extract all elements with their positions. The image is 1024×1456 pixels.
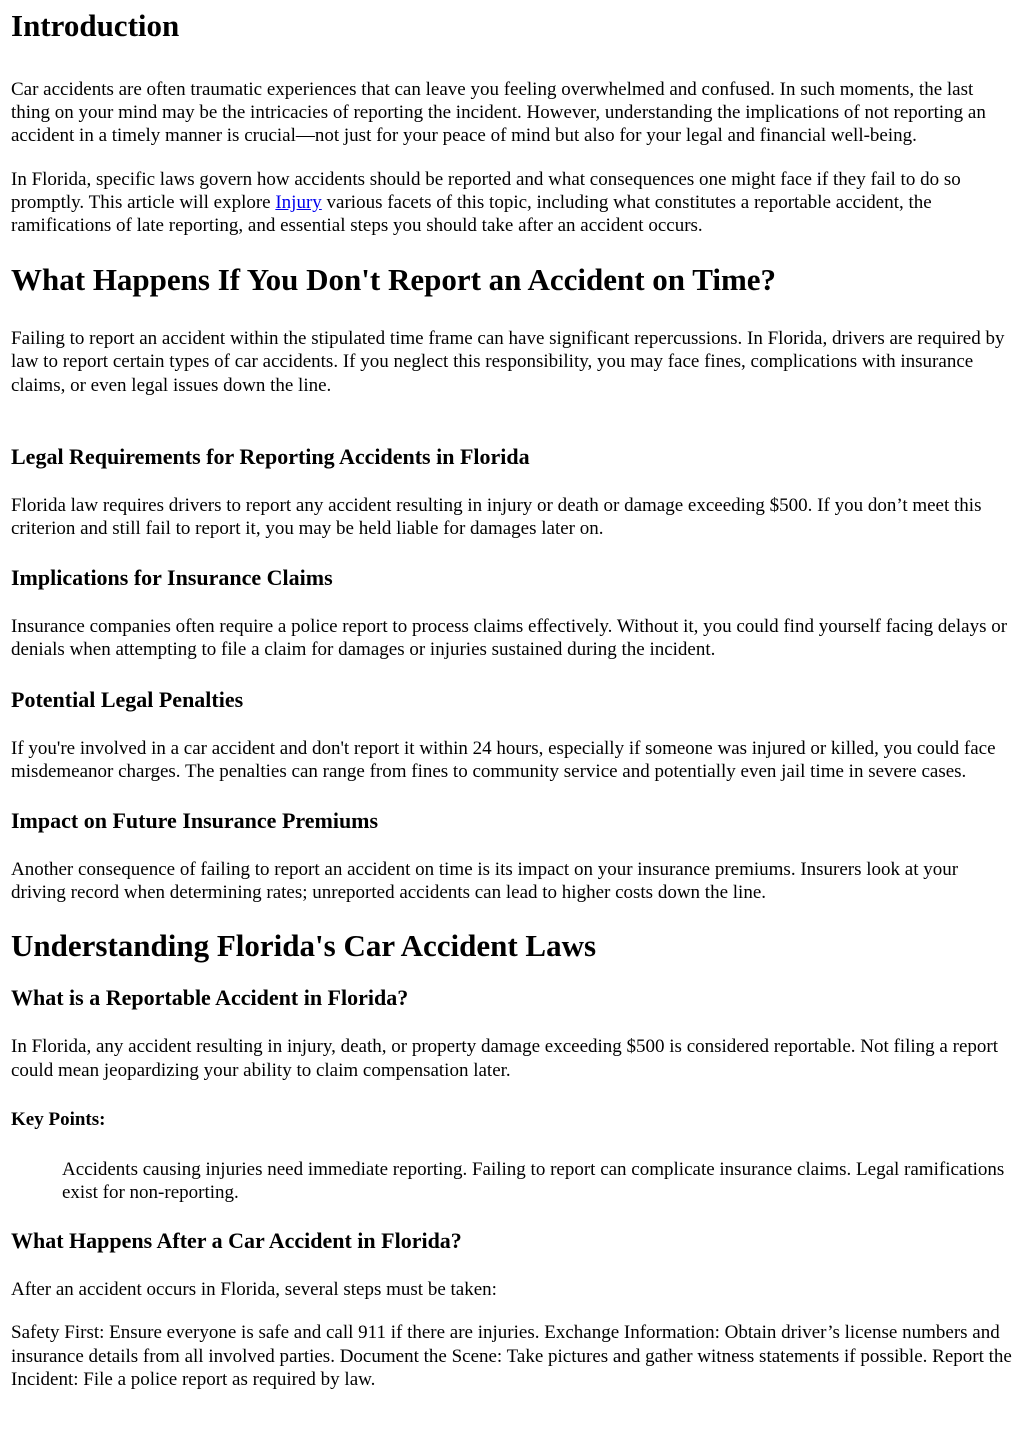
late-reporting-paragraph: Failing to report an accident within the stipulated time frame can have significant repercussions. In Florida, drivers are required by law to report certain types of car accidents. If you neglect this responsibility, you may face fines, complications with insurance claims, or even legal issues down the line. [11,328,1005,396]
insurance-claims-paragraph: Insurance companies often require a police report to process claims effectively. Without it, you could find yourself facing delays or denials when attempting to file a claim for damages or injuries sustained during the incident. [11,616,1008,661]
after-accident-heading: What Happens After a Car Accident in Florida? [11,1228,462,1254]
intro-paragraph-2-end: various facets of this topic, including what constitutes a reportable accident, the ramifications of late reporting, and essential steps you should take after an accident occurs. [11,191,932,237]
reportable-accident-paragraph: In Florida, any accident resulting in injury, death, or property damage exceeding $500 is considered reportable. Not filing a report could mean jeopardizing your ability to claim compensation later. [11,1036,998,1081]
injury-link[interactable]: Injury [275,191,322,213]
late-reporting-heading: What Happens If You Don't Report an Accident on Time? [11,262,777,298]
legal-requirements-paragraph: Florida law requires drivers to report any accident resulting in injury or death or damage exceeding $500. If you don’t meet this criterion and still fail to report it, you may be held liable for damages later on. [11,494,982,540]
legal-penalties-heading: Potential Legal Penalties [11,686,244,712]
legal-penalties-paragraph: If you're involved in a car accident and don't report it within 24 hours, especially if someone was injured or killed, you could face misdemeanor charges. The penalties can range from fines to community service and potentially even jail time in severe cases. [11,737,996,782]
insurance-claims-heading: Implications for Insurance Claims [11,565,333,591]
intro-paragraph-2-start: In Florida, specific laws govern how accidents should be reported and what consequences one might face if they fail to do so promptly. This article will explore [11,168,961,213]
florida-laws-heading: Understanding Florida's Car Accident Laws [11,928,597,964]
intro-paragraph-2 [11,168,1013,238]
reportable-accident-heading: What is a Reportable Accident in Florida? [11,985,409,1011]
key-points-list: Accidents causing injuries need immediate reporting. Failing to report can complicate insurance claims. Legal ramifications exist for non-reporting. [62,1158,1005,1204]
after-accident-intro: After an accident occurs in Florida, several steps must be taken: [11,1279,497,1301]
intro-paragraph-1: Car accidents are often traumatic experiences that can leave you feeling overwhelmed and confused. In such moments, the last thing on your mind may be the intricacies of reporting the incident. However, understanding the implications of not reporting an accident in a timely manner is crucial—not just for your peace of mind but also for your legal and financial well-being. [11,79,986,147]
introduction-heading: Introduction [11,8,180,43]
key-points-heading: Key Points: [11,1108,106,1130]
insurance-premiums-paragraph: Another consequence of failing to report an accident on time is its impact on your insurance premiums. Insurers look at your driving record when determining rates; unreported accidents can lead to higher costs down the line. [11,859,959,904]
after-accident-steps: Safety First: Ensure everyone is safe and call 911 if there are injuries. Exchange Information: Obtain driver’s license numbers and insurance details from all involved parties. Document the Scene: Take pictures and gather witness statements if possible. Report the Incident: File a police report as required by law. [11,1322,1012,1390]
article [0,8,1024,1391]
legal-requirements-heading: Legal Requirements for Reporting Accidents in Florida [11,443,530,469]
insurance-premiums-heading: Impact on Future Insurance Premiums [11,808,379,834]
